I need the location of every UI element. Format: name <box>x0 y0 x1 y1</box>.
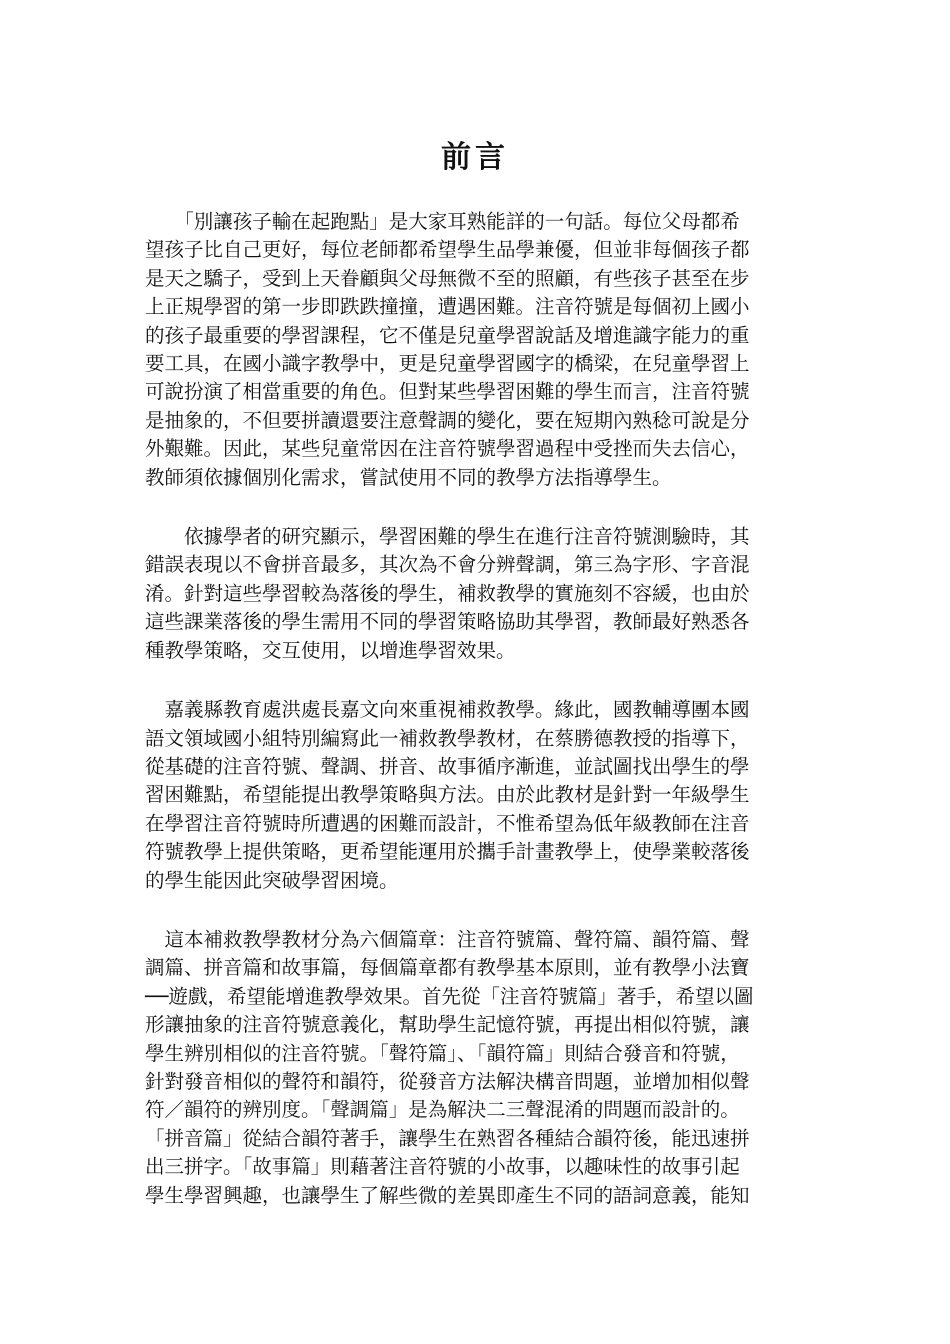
text-line: 是天之驕子，受到上天眷顧與父母無微不至的照顧，有些孩子甚至在步 <box>145 266 750 290</box>
text-line: 的孩子最重要的學習課程，它不僅是兒童學習說話及增進識字能力的重 <box>145 323 750 347</box>
text-line: 依據學者的研究顯示，學習困難的學生在進行注音符號測驗時，其 <box>145 525 750 549</box>
text-line: 出三拼字。「故事篇」則藉著注音符號的小故事，以趣味性的故事引起 <box>145 1155 740 1179</box>
text-line: 學生辨別相似的注音符號。「聲符篇」、「韻符篇」則結合發音和符號， <box>145 1041 740 1065</box>
text-line: 「拼音篇」從結合韻符著手，讓學生在熟習各種結合韻符後，能迅速拼 <box>145 1126 750 1150</box>
text-line: ──遊戲，希望能增進教學效果。首先從「注音符號篇」著手，希望以圖 <box>145 984 754 1008</box>
text-line: 符／韻符的辨別度。「聲調篇」是為解決二三聲混淆的問題而設計的。 <box>145 1098 740 1122</box>
text-line: 學生學習興趣，也讓學生了解些微的差異即產生不同的語詞意義，能知 <box>145 1183 750 1207</box>
text-line: 錯誤表現以不會拼音最多，其次為不會分辨聲調，第三為字形、字音混 <box>145 553 750 577</box>
text-line: 的學生能因此突破學習困境。 <box>145 868 399 892</box>
text-line: 「別讓孩子輸在起跑點」是大家耳熟能詳的一句話。每位父母都希 <box>145 210 740 233</box>
text-line: 外艱難。因此，某些兒童常因在注音符號學習過程中受挫而失去信心， <box>145 437 750 461</box>
text-line: 淆。針對這些學習較為落後的學生，補救教學的實施刻不容緩，也由於 <box>145 581 750 605</box>
text-line: 符號教學上提供策略，更希望能運用於攜手計畫教學上，使學業較落後 <box>145 840 750 864</box>
text-line: 調篇、拼音篇和故事篇，每個篇章都有教學基本原則，並有教學小法寶 <box>145 956 750 980</box>
text-line: 從基礎的注音符號、聲調、拼音、故事循序漸進，並試圖找出學生的學 <box>145 754 750 778</box>
text-line: 語文領域國小組特別編寫此一補救教學教材，在蔡勝德教授的指導下， <box>145 726 750 750</box>
text-line: 是抽象的，不但要拼讀還要注意聲調的變化，要在短期內熟稔可說是分 <box>145 408 750 432</box>
text-line: 在學習注音符號時所遭遇的困難而設計，不惟希望為低年級教師在注音 <box>145 811 750 835</box>
body-text <box>145 208 810 1241</box>
paragraph-4 <box>145 926 810 1210</box>
text-line: 嘉義縣教育處洪處長嘉文向來重視補救教學。緣此，國教輔導團本國 <box>145 698 750 722</box>
text-line: 種教學策略，交互使用，以增進學習效果。 <box>145 638 516 662</box>
text-line: 可說扮演了相當重要的角色。但對某些學習困難的學生而言，注音符號 <box>145 380 750 404</box>
paragraph-1 <box>145 208 810 492</box>
text-line: 教師須依據個別化需求，嘗試使用不同的教學方法指導學生。 <box>145 465 672 489</box>
paragraph-2 <box>145 523 810 665</box>
page-title: 前言 <box>441 140 509 175</box>
text-line: 習困難點，希望能提出教學策略與方法。由於此教材是針對一年級學生 <box>145 783 750 807</box>
text-line: 這本補救教學教材分為六個篇章：注音符號篇、聲符篇、韻符篇、聲 <box>145 927 750 951</box>
text-line: 望孩子比自己更好，每位老師都希望學生品學兼優，但並非每個孩子都 <box>145 238 750 262</box>
paragraph-3 <box>145 696 810 895</box>
text-line: 這些課業落後的學生需用不同的學習策略協助其學習，教師最好熟悉各 <box>145 610 750 634</box>
text-line: 上正規學習的第一步即跌跌撞撞，遭遇困難。注音符號是每個初上國小 <box>145 295 750 319</box>
text-line: 形讓抽象的注音符號意義化，幫助學生記憶符號，再提出相似符號，讓 <box>145 1013 750 1037</box>
text-line: 針對發音相似的聲符和韻符，從發音方法解決構音問題，並增加相似聲 <box>145 1069 750 1093</box>
text-line: 要工具，在國小識字教學中，更是兒童學習國字的橋梁，在兒童學習上 <box>145 352 750 376</box>
